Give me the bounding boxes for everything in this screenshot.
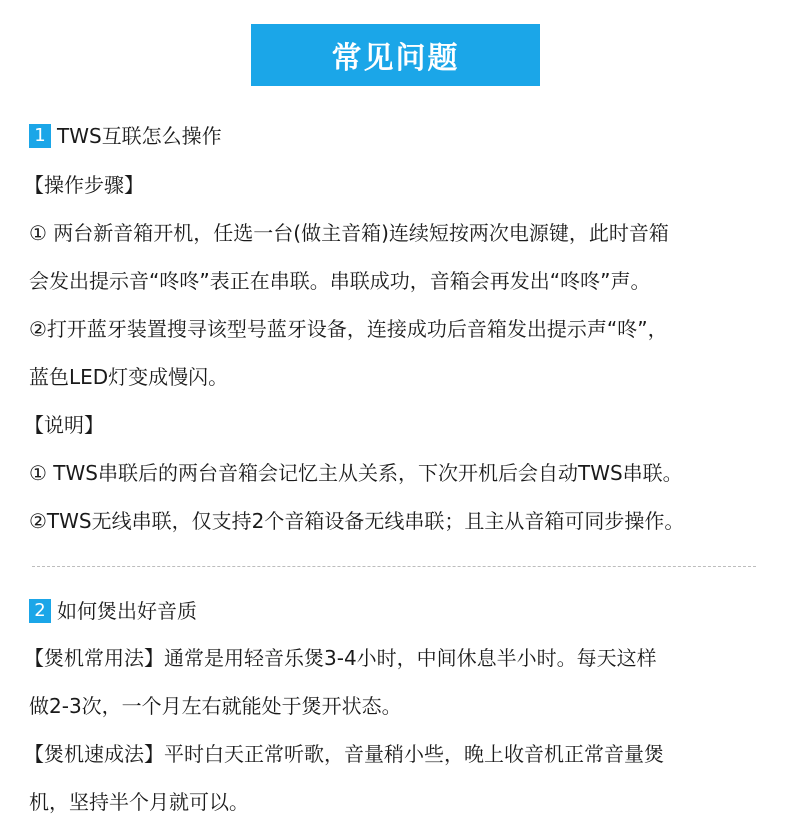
section-divider	[32, 566, 756, 567]
section-1-heading	[29, 122, 222, 150]
notes-label: 【说明】	[24, 413, 104, 437]
steps-label: 【操作步骤】	[24, 173, 144, 197]
step-1-line-1: ① 两台新音箱开机，任选一台(做主音箱)连续短按两次电源键，此时音箱	[29, 221, 669, 245]
common-method-line-2: 做2-3次，一个月左右就能处于煲开状态。	[29, 694, 402, 718]
note-1: ① TWS串联后的两台音箱会记忆主从关系，下次开机后会自动TWS串联。	[29, 461, 683, 485]
section-2-heading	[29, 597, 197, 625]
step-2-line-2: 蓝色LED灯变成慢闪。	[29, 365, 229, 389]
step-1-line-2: 会发出提示音“咚咚”表正在串联。串联成功，音箱会再发出“咚咚”声。	[29, 269, 651, 293]
section-1-number-badge: 1	[29, 124, 51, 148]
note-2: ②TWS无线串联，仅支持2个音箱设备无线串联；且主从音箱可同步操作。	[29, 509, 685, 533]
section-1-heading-text: TWS互联怎么操作	[57, 124, 222, 148]
page-title: 常见问题	[251, 24, 540, 86]
common-method-line-1: 【煲机常用法】通常是用轻音乐煲3-4小时，中间休息半小时。每天这样	[24, 646, 657, 670]
step-2-line-1: ②打开蓝牙装置搜寻该型号蓝牙设备，连接成功后音箱发出提示声“咚”，	[29, 317, 668, 341]
quick-method-line-1: 【煲机速成法】平时白天正常听歌，音量稍小些，晚上收音机正常音量煲	[24, 742, 664, 766]
quick-method-line-2: 机，坚持半个月就可以。	[29, 790, 249, 814]
section-2-heading-text: 如何煲出好音质	[57, 599, 197, 623]
section-2-number-badge: 2	[29, 599, 51, 623]
